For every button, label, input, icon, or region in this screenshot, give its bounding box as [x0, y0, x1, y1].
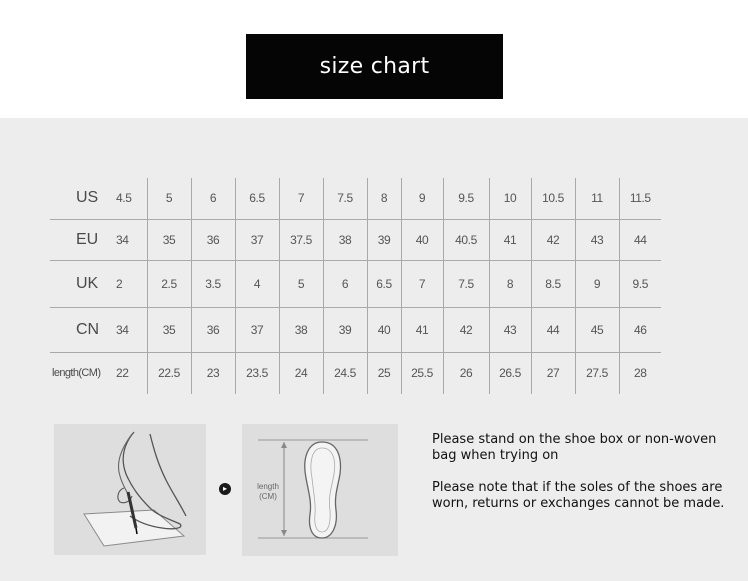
size-cell: 37 — [235, 307, 279, 352]
size-cell: 43 — [575, 219, 619, 260]
size-cell: 38 — [279, 307, 323, 352]
size-cell: 5 — [279, 260, 323, 307]
page-title — [246, 34, 503, 99]
size-row — [50, 178, 661, 219]
size-cell: 11 — [575, 178, 619, 219]
size-cell: 38 — [323, 219, 367, 260]
size-cell: 2.5 — [147, 260, 191, 307]
size-cell: 35 — [147, 307, 191, 352]
length-label — [250, 482, 286, 502]
size-cell: 23 — [191, 352, 235, 394]
size-cell: 37.5 — [279, 219, 323, 260]
size-row-label: UK — [50, 260, 116, 307]
size-cell: 27 — [531, 352, 575, 394]
size-cell: 23.5 — [235, 352, 279, 394]
size-row — [50, 352, 661, 394]
size-cell: 6.5 — [235, 178, 279, 219]
size-cell: 10 — [489, 178, 531, 219]
size-row — [50, 307, 661, 352]
size-cell: 40 — [367, 307, 401, 352]
size-row — [50, 219, 661, 260]
size-table — [50, 178, 661, 394]
size-cell: 42 — [531, 219, 575, 260]
note-returns-policy: Please note that if the soles of the shoes are worn, returns or exchanges cannot be made. — [432, 480, 725, 511]
size-cell: 11.5 — [619, 178, 661, 219]
size-cell: 7.5 — [323, 178, 367, 219]
size-cell: 3.5 — [191, 260, 235, 307]
size-cell: 9 — [401, 178, 443, 219]
size-cell: 46 — [619, 307, 661, 352]
size-cell: 24.5 — [323, 352, 367, 394]
size-cell: 39 — [323, 307, 367, 352]
size-cell: 10.5 — [531, 178, 575, 219]
size-row-label: length(CM) — [52, 367, 101, 380]
foot-tracing-icon — [54, 424, 206, 555]
size-cell: 9.5 — [443, 178, 489, 219]
foot-tracing-illustration — [54, 424, 206, 555]
size-cell: 39 — [367, 219, 401, 260]
size-cell: 26 — [443, 352, 489, 394]
size-cell: 8.5 — [531, 260, 575, 307]
size-cell: 24 — [279, 352, 323, 394]
size-cell: 44 — [531, 307, 575, 352]
size-cell: 27.5 — [575, 352, 619, 394]
size-cell: 25 — [367, 352, 401, 394]
size-cell: 41 — [489, 219, 531, 260]
size-cell: 42 — [443, 307, 489, 352]
size-row-label: CN — [50, 307, 116, 352]
size-cell: 9 — [575, 260, 619, 307]
size-row-label: US — [50, 178, 116, 219]
sole-measure-illustration — [242, 424, 398, 556]
arrow-right-icon: ▸ — [219, 483, 231, 495]
size-cell: 6.5 — [367, 260, 401, 307]
size-cell: 37 — [235, 219, 279, 260]
size-cell: 6 — [323, 260, 367, 307]
size-cell: 6 — [191, 178, 235, 219]
size-row-label: EU — [50, 219, 116, 260]
length-unit-text: (CM) — [259, 492, 277, 501]
size-cell: 8 — [489, 260, 531, 307]
size-cell: 45 — [575, 307, 619, 352]
size-cell: 40 — [401, 219, 443, 260]
size-cell: 7 — [401, 260, 443, 307]
size-cell: 36 — [191, 219, 235, 260]
size-cell: 5 — [147, 178, 191, 219]
size-cell: 34 — [116, 307, 147, 352]
size-cell: 4 — [235, 260, 279, 307]
size-cell: 25.5 — [401, 352, 443, 394]
size-cell: 35 — [147, 219, 191, 260]
size-cell: 4.5 — [116, 178, 147, 219]
page-title-text: size chart — [319, 54, 430, 79]
size-cell: 22 — [116, 352, 147, 394]
size-cell: 22.5 — [147, 352, 191, 394]
size-cell: 41 — [401, 307, 443, 352]
size-row — [50, 260, 661, 307]
size-cell: 34 — [116, 219, 147, 260]
size-cell: 2 — [116, 260, 147, 307]
size-cell: 43 — [489, 307, 531, 352]
size-cell: 7 — [279, 178, 323, 219]
size-cell: 44 — [619, 219, 661, 260]
notes — [432, 432, 732, 528]
size-cell: 36 — [191, 307, 235, 352]
size-cell: 8 — [367, 178, 401, 219]
note-trying-on: Please stand on the shoe box or non-woven bag when trying on — [432, 432, 717, 463]
size-cell: 26.5 — [489, 352, 531, 394]
size-cell: 28 — [633, 366, 647, 381]
size-cell: 40.5 — [443, 219, 489, 260]
size-cell: 9.5 — [619, 260, 661, 307]
length-label-text: length — [257, 482, 279, 491]
size-cell: 7.5 — [443, 260, 489, 307]
